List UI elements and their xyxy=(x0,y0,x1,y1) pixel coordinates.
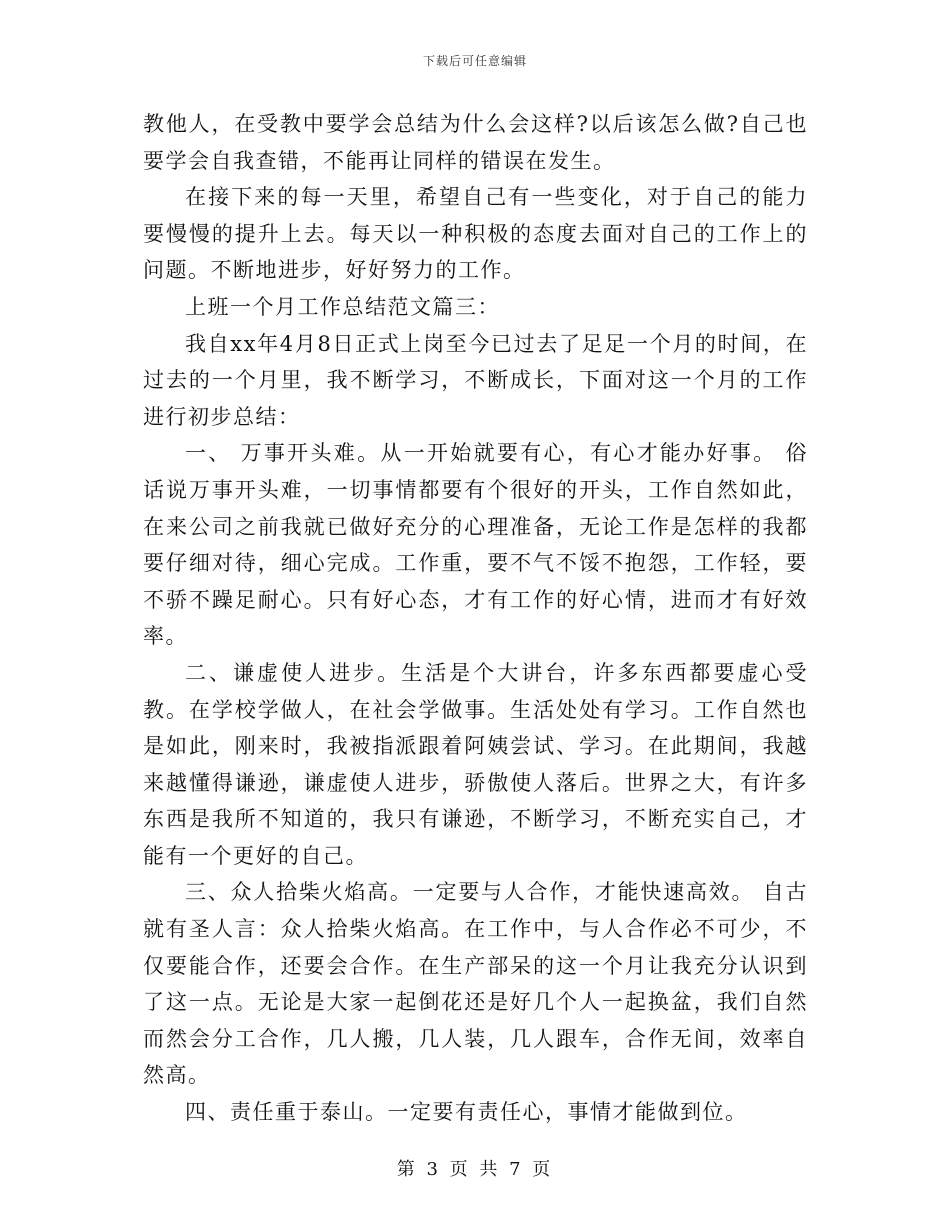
paragraph-point-1: 一、 万事开头难。从一开始就要有心，有心才能办好事。 俗话说万事开头难，一切事情都要有个很好的开头，工作自然如此，在来公司之前我就已做好充分的心理准备，无论工作是怎样的我都要仔细对待，细心完成。工作重，要不气不馁不抱怨，工作轻，要不骄不躁足耐心。只有好心态，才有工作的好心情，进而才有好效率。 xyxy=(143,441,808,649)
document-body xyxy=(143,106,808,1131)
paragraph: 我自xx年4月8日正式上岗至今已过去了足足一个月的时间，在过去的一个月里，我不断学习，不断成长，下面对这一个月的工作进行初步总结： xyxy=(143,331,808,429)
paragraph-point-3: 三、众人拾柴火焰高。一定要与人合作，才能快速高效。 自古就有圣人言：众人拾柴火焰高。在工作中，与人合作必不可少，不仅要能合作，还要会合作。在生产部呆的这一个月让我充分认识到了这一点。无论是大家一起倒花还是好几个人一起换盆，我们自然而然会分工合作，几人搬，几人装，几人跟车，合作无间，效率自然高。 xyxy=(143,880,808,1088)
paragraph-point-2: 二、谦虚使人进步。生活是个大讲台，许多东西都要虚心受教。在学校学做人，在社会学做事。生活处处有学习。工作自然也是如此，刚来时，我被指派跟着阿姨尝试、学习。在此期间，我越来越懂得谦逊，谦虚使人进步，骄傲使人落后。世界之大，有许多东西是我所不知道的，我只有谦逊，不断学习，不断充实自己，才能有一个更好的自己。 xyxy=(143,660,808,868)
paragraph-point-4: 四、责任重于泰山。一定要有责任心，事情才能做到位。 xyxy=(185,1100,748,1125)
page-header: 下载后可任意编辑 xyxy=(422,54,527,68)
section-heading: 上班一个月工作总结范文篇三： xyxy=(185,294,500,319)
paragraph: 在接下来的每一天里，希望自己有一些变化，对于自己的能力要慢慢的提升上去。每天以一种积极的态度去面对自己的工作上的问题。不断地进步，好好努力的工作。 xyxy=(143,185,808,283)
page-number: 第 3 页 共 7 页 xyxy=(396,1159,554,1180)
paragraph-continued: 教他人，在受教中要学会总结为什么会这样?以后该怎么做?自己也要学会自我查错，不能再让同样的错误在发生。 xyxy=(143,112,808,173)
